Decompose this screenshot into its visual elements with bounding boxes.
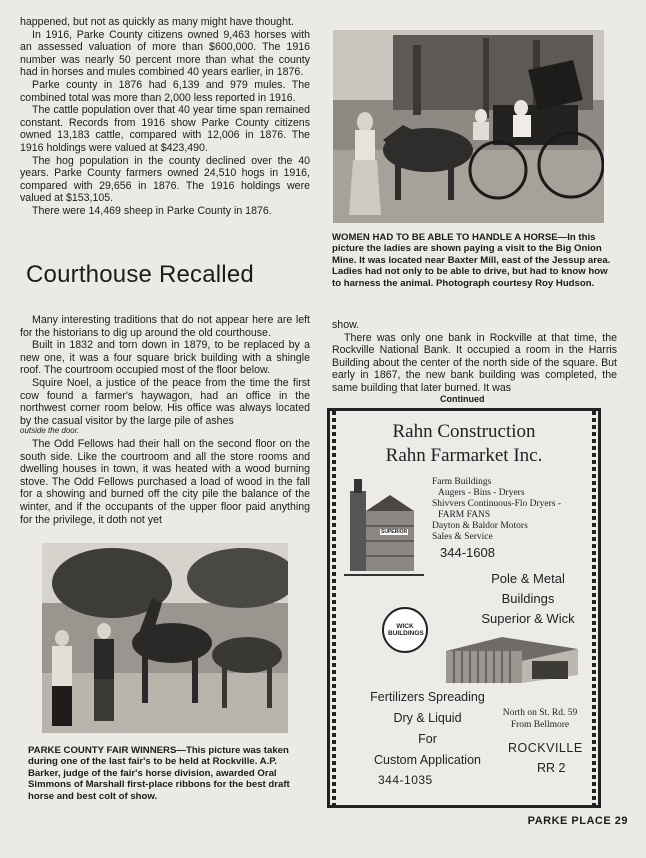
paragraph: The cattle population over that 40 year time span remained constant. Records from 1916 show Parke County citizens owned 13,183 cattle, compared with 12,006 in 1876. The 1916 holdings were valued at $423,490. <box>20 104 310 154</box>
paragraph: The hog population in the county declined over the 40 years. Parke County farmers owned 24,510 hogs in 1916, compared with 29,656 in 1876. The 1916 holdings were valued at $153,105. <box>20 154 310 205</box>
caption-body: This picture was taken during one of the last fair's to be held at Rockville. A.P. Barker, judge of the fair's horse division, awarded Oral Simmons of Marshall first-place ribbons for the best draft horse and best colt of show. <box>28 745 290 802</box>
caption-fair-winners <box>28 745 307 802</box>
ad-motors <box>432 521 528 543</box>
chain-border-left <box>332 411 336 805</box>
ad-location <box>495 707 585 731</box>
fert-line: For <box>418 732 437 746</box>
paragraph: In 1916, Parke County citizens owned 9,463 horses with an assessed valuation of more than $600,000. The 1916 number was nearly 50 percent more than what the county had in horses and mules combined 40 years earlier, in 1876. <box>20 28 310 79</box>
paragraph: There was only one bank in Rockville at that time, the Rockville National Bank. It occupied a room in the Harris Building about the center of the north side of the square. But early in 1867, the new bank building was completed, the same building that later burned. It was <box>332 331 617 394</box>
courthouse-article-text <box>20 314 310 526</box>
pole-barn-illustration <box>442 631 582 685</box>
photo-illustration <box>42 543 288 733</box>
fert-line: Dry & Liquid <box>393 711 462 725</box>
ad-services <box>432 477 561 521</box>
ad-phone-secondary: 344-1035 <box>378 773 433 787</box>
caption-lead: WOMEN HAD TO BE ABLE TO HANDLE A HORSE— <box>332 232 568 243</box>
paragraph: There were 14,469 sheep in Parke County in 1876. <box>32 204 272 217</box>
paragraph: Many interesting traditions that do not appear here are left for the historians to dig up around the old courthouse. <box>20 314 310 339</box>
location-line: North on St. Rd. 59 <box>502 708 578 718</box>
bank-article-text <box>332 319 617 395</box>
wick-logo <box>382 607 428 653</box>
ad-company-name: Rahn Construction <box>392 421 536 442</box>
ad-route: RR 2 <box>537 761 566 775</box>
article-intro-text <box>20 16 310 218</box>
ad-fertilizer <box>350 687 505 771</box>
location-line: From Bellmore <box>510 720 570 730</box>
ad-company-name-2: Rahn Farmarket Inc. <box>385 445 543 466</box>
motors-line: Sales & Service <box>432 532 493 542</box>
pole-line: Pole & Metal <box>491 571 565 586</box>
fert-line: Custom Application <box>373 753 481 767</box>
grain-bin-illustration <box>344 471 424 583</box>
ad-phone-primary: 344-1608 <box>440 545 495 560</box>
service-line: FARM FANS <box>438 510 491 520</box>
caption-body: In this picture the ladies are shown paying a visit to the Big Onion Mine. It was located near Baxter Mill, east of the Jessup area. Ladies had not only to be able to drive, but had to know how to harness the animal. Photograph courtesy Roy Hudson. <box>332 232 611 289</box>
wick-logo-text: WICK BUILDINGS <box>388 623 424 637</box>
paragraph: Built in 1832 and torn down in 1879, to be replaced by a new one, it was a four square brick building with a shingle roof. The courtroom occupied most of the floor below. <box>20 339 310 377</box>
photo-women-horse-carriage <box>333 30 604 223</box>
service-line: Shivvers Continuous-Flo Dryers - <box>432 499 562 509</box>
paragraph: show. <box>332 319 360 331</box>
paragraph: Squire Noel, a justice of the peace from the time the first cow found a farmer's haywagon, had an office in the northwest corner room below. His office was always located by the casual visitor by the large pile of ashes <box>20 376 310 427</box>
paragraph: The Odd Fellows had their hall on the second floor on the south side. Like the courtroom and all the store rooms and dwelling houses in town, it was heated with a wood burning stove. The Odd Fellows purchased a load of wood in the fall for a showing and burned off the city pile the balance of the winter, and if the occupants of the upper floor paid anything for the privilege, it doth not yet <box>20 437 310 526</box>
photo-fair-winners <box>42 543 288 733</box>
pole-line: Buildings <box>501 591 555 606</box>
silo-label: SUPERIOR <box>381 529 408 535</box>
paragraph: Parke county in 1876 had 6,139 and 979 mules. The combined total was more than 2,000 less reported in 1916. <box>20 78 310 104</box>
fert-line: Fertilizers Spreading <box>370 690 485 704</box>
caption-women-horse <box>332 232 617 289</box>
ad-pole-buildings <box>472 569 584 629</box>
motors-line: Dayton & Baldor Motors <box>432 521 528 531</box>
continued-label: Continued <box>440 394 485 404</box>
page-footer: PARKE PLACE 29 <box>527 815 628 827</box>
ad-town: ROCKVILLE <box>508 741 583 755</box>
rahn-advertisement <box>327 408 601 808</box>
service-line: Augers - Bins - Dryers <box>438 488 525 498</box>
service-line: Farm Buildings <box>432 477 492 487</box>
headline: Courthouse Recalled <box>26 261 254 288</box>
photo-illustration <box>333 30 604 223</box>
paragraph: outside the door. <box>20 426 80 436</box>
paragraph: happened, but not as quickly as many might have thought. <box>20 16 294 28</box>
caption-lead: PARKE COUNTY FAIR WINNERS— <box>28 745 186 756</box>
chain-border-right <box>592 411 596 805</box>
pole-line: Superior & Wick <box>481 611 575 626</box>
